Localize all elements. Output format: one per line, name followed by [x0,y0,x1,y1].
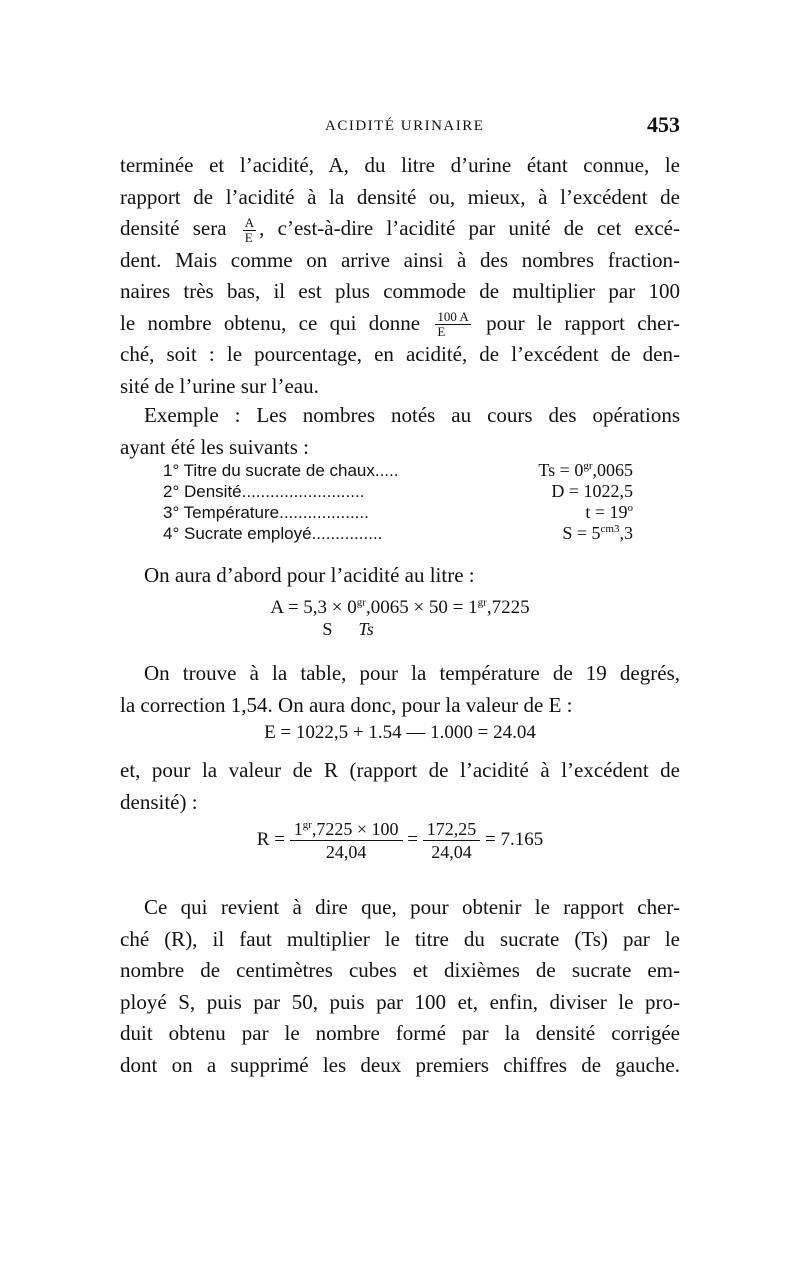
paragraph-6 [120,892,680,1081]
list-item [163,502,633,523]
text-segment: pour le rapport cher- [486,310,681,335]
list-item-value: $Ts = 0^{gr},0065$ [538,460,633,480]
text-line: et, pour la valeur de R (rapport de l’acidité à l’excédent de [120,758,680,782]
fraction-denominator: E [244,229,253,245]
text-line [120,213,680,245]
fraction-100a-over-e [435,310,470,339]
list-item-value: $t = 19^o$ [585,502,633,522]
text-line: dent. Mais comme on arrive ainsi à des nombres fraction- [120,247,680,272]
paragraph-5 [120,755,680,818]
text-line: sité de l’urine sur l’eau. [120,373,319,398]
subscript-ts: Ts [358,619,374,639]
text-line: Exemple : Les nombres notés au cours des opérations [144,403,680,427]
formula-lhs: R = [256,828,285,850]
text-line: rapport de l’acidité à la densité ou, mieux, à l’excédent de [120,184,680,209]
text-line: terminée et l’acidité, A, du litre d’urine étant connue, le [120,153,680,177]
paragraph-3 [120,560,680,592]
fraction-denominator: 24,04 [325,842,367,862]
subscript-s: S [322,619,333,639]
list-item-label: 4° Sucrate employé............... [163,524,383,543]
list-item [163,460,633,481]
page-number: 453 [647,112,680,137]
formula-r [120,818,680,864]
text-line: ché (R), il faut multiplier le titre du sucrate (Ts) par le [120,926,680,951]
fraction-a-over-e [243,216,256,245]
text-line: ayant été les suivants : [120,434,309,459]
formula-acidity [120,596,680,639]
text-line: ché, soit : le pourcentage, en acidité, de l’excédent de den- [120,342,680,367]
text-line: nombre de centimètres cubes et dixièmes de sucrate em- [120,958,680,982]
fraction-numerator: 172,25 [423,818,481,841]
text-segment: , c’est-à-dire l’acidité par unité de cet excé- [259,216,680,240]
formula-result: = 7.165 [484,828,544,850]
text-line: Ce qui revient à dire que, pour obtenir le rapport cher- [144,895,680,919]
list-item-label: 3° Température................... [163,503,369,522]
running-title: ACIDITÉ URINAIRE [325,118,485,134]
equals-sign: = [407,828,418,850]
text-line: la correction 1,54. On aura donc, pour la valeur de E : [120,692,573,717]
measurement-list [163,460,633,544]
text-segment: le nombre obtenu, ce qui donne [120,310,421,335]
fraction [423,818,481,863]
formula-line: $A = 5,3 \times 0^{gr},0065 \times 50 = 1^{gr},7225$ S Ts [270,596,530,639]
fraction-denominator: E [437,324,446,340]
list-item-value: $S = 5^{cm3},3$ [562,523,633,543]
list-item-label: 1° Titre du sucrate de chaux..... [163,461,399,480]
text-line [120,308,680,340]
paragraph-1 [120,150,680,402]
text-line: densité) : [120,789,198,814]
fraction-numerator: $1^{gr},7225 \times 100$ [290,818,403,841]
text-line: On aura d’abord pour l’acidité au litre : [144,563,475,587]
list-item-label: 2° Densité.......................... [163,482,365,501]
fraction [290,818,403,863]
page-header [120,112,680,142]
fraction-numerator: A [244,214,255,230]
list-item [163,523,633,544]
formula-e: E = 1022,5 + 1.54 — 1.000 = 24.04 [264,722,536,743]
text-line: ployé S, puis par 50, puis par 100 et, enfin, diviser le pro- [120,989,680,1014]
text-line: duit obtenu par le nombre formé par la densité corrigée [120,1021,680,1045]
fraction-numerator: 100 A [437,309,469,325]
list-item-value: D = 1022,5 [551,481,633,501]
text-line: naires très bas, il est plus commode de multiplier par 100 [120,279,680,304]
paragraph-2 [120,400,680,463]
list-item [163,481,633,502]
text-line: dont on a supprimé les deux premiers chiffres de gauche. [120,1052,680,1077]
paragraph-4 [120,658,680,721]
text-line: On trouve à la table, pour la température de 19 degrés, [144,661,680,685]
text-segment: densité sera [120,216,227,240]
fraction-denominator: 24,04 [431,842,472,862]
